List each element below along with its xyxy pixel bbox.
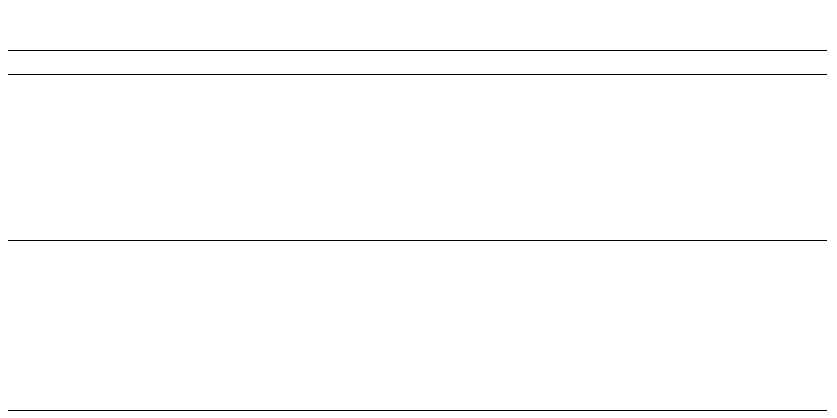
top-rule — [8, 50, 827, 51]
bottom-rule — [8, 410, 827, 411]
header-rule — [8, 74, 827, 75]
group-separator-rule — [8, 240, 827, 241]
